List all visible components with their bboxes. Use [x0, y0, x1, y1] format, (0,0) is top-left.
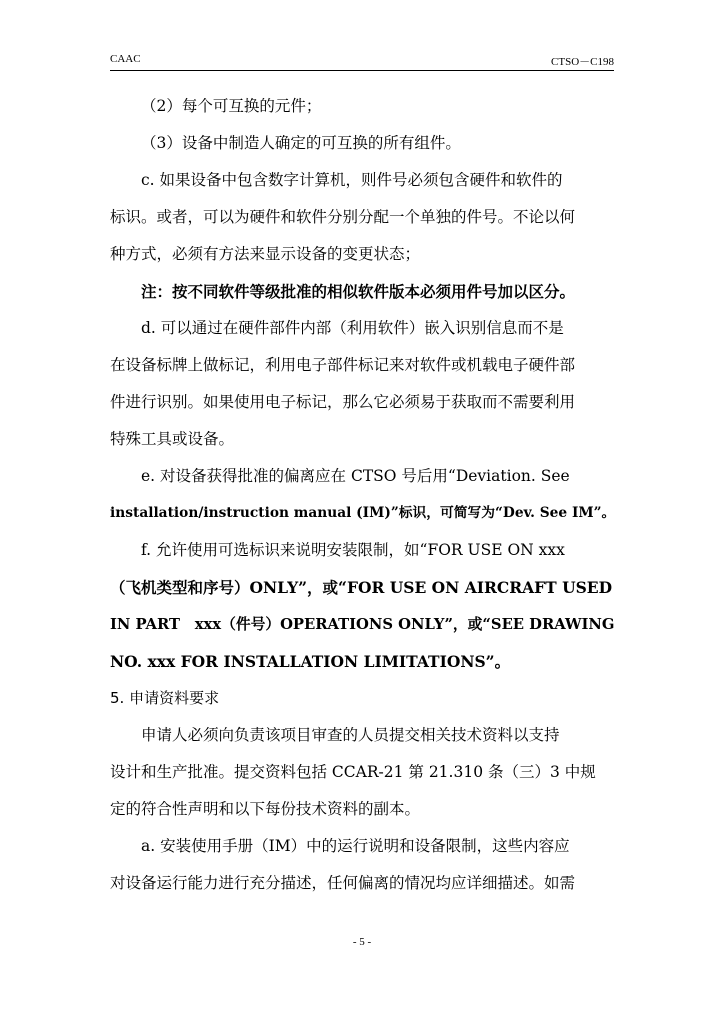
list-item-interchangeable-element: （2）每个可互换的元件；	[141, 97, 322, 115]
document-body	[110, 88, 615, 902]
header-document-id: CTSO－C198	[551, 56, 614, 68]
note-software-versions: 注：按不同软件等级批准的相似软件版本必须用件号加以区分。	[141, 282, 576, 301]
page-header	[110, 53, 614, 71]
paragraph-application-line-3: 定的符合性声明和以下每份技术资料的副本。	[110, 800, 421, 818]
paragraph-c-line-1: c. 如果设备中包含数字计算机，则件号必须包含硬件和软件的	[141, 171, 563, 189]
paragraph-f-line-2: （飞机类型和序号）ONLY”，或“FOR USE ON AIRCRAFT USED	[110, 578, 613, 597]
paragraph-f-line-1: f. 允许使用可选标识来说明安装限制，如“FOR USE ON xxx	[141, 541, 565, 559]
paragraph-a-line-2: 对设备运行能力进行充分描述，任何偏离的情况均应详细描述。如需	[110, 874, 576, 892]
paragraph-e-line-1: e. 对设备获得批准的偏离应在 CTSO 号后用“Deviation. See	[141, 467, 570, 485]
header-organization: CAAC	[110, 53, 141, 65]
paragraph-d-line-2: 在设备标牌上做标记，利用电子部件标记来对软件或机载电子硬件部	[110, 356, 576, 374]
paragraph-c-line-3: 种方式，必须有方法来显示设备的变更状态；	[110, 245, 421, 263]
header-rule	[110, 70, 614, 71]
paragraph-application-line-1: 申请人必须向负责该项目审查的人员提交相关技术资料以支持	[141, 726, 560, 744]
page-number: - 5 -	[352, 936, 372, 948]
paragraph-f-line-4: NO. xxx FOR INSTALLATION LIMITATIONS”。	[110, 652, 511, 671]
list-item-interchangeable-assemblies: （3）设备中制造人确定的可互换的所有组件。	[141, 134, 461, 152]
section-heading-application-data: 5. 申请资料要求	[110, 689, 220, 707]
paragraph-application-line-2: 设计和生产批准。提交资料包括 CCAR-21 第 21.310 条（三）3 中规	[110, 763, 596, 781]
paragraph-d-line-3: 件进行识别。如果使用电子标记，那么它必须易于获取而不需要利用	[110, 393, 576, 411]
paragraph-f-line-3: IN PART xxx（件号）OPERATIONS ONLY”，或“SEE DRAWING	[110, 616, 615, 633]
paragraph-d-line-4: 特殊工具或设备。	[110, 430, 235, 448]
paragraph-e-line-2: installation/instruction manual (IM)”标识，可简写为“Dev. See IM”。	[110, 505, 616, 521]
paragraph-a-line-1: a. 安装使用手册（IM）中的运行说明和设备限制，这些内容应	[141, 837, 570, 855]
paragraph-c-line-2: 标识。或者，可以为硬件和软件分别分配一个单独的件号。不论以何	[110, 208, 576, 226]
paragraph-d-line-1: d. 可以通过在硬件部件内部（利用软件）嵌入识别信息而不是	[141, 319, 564, 337]
